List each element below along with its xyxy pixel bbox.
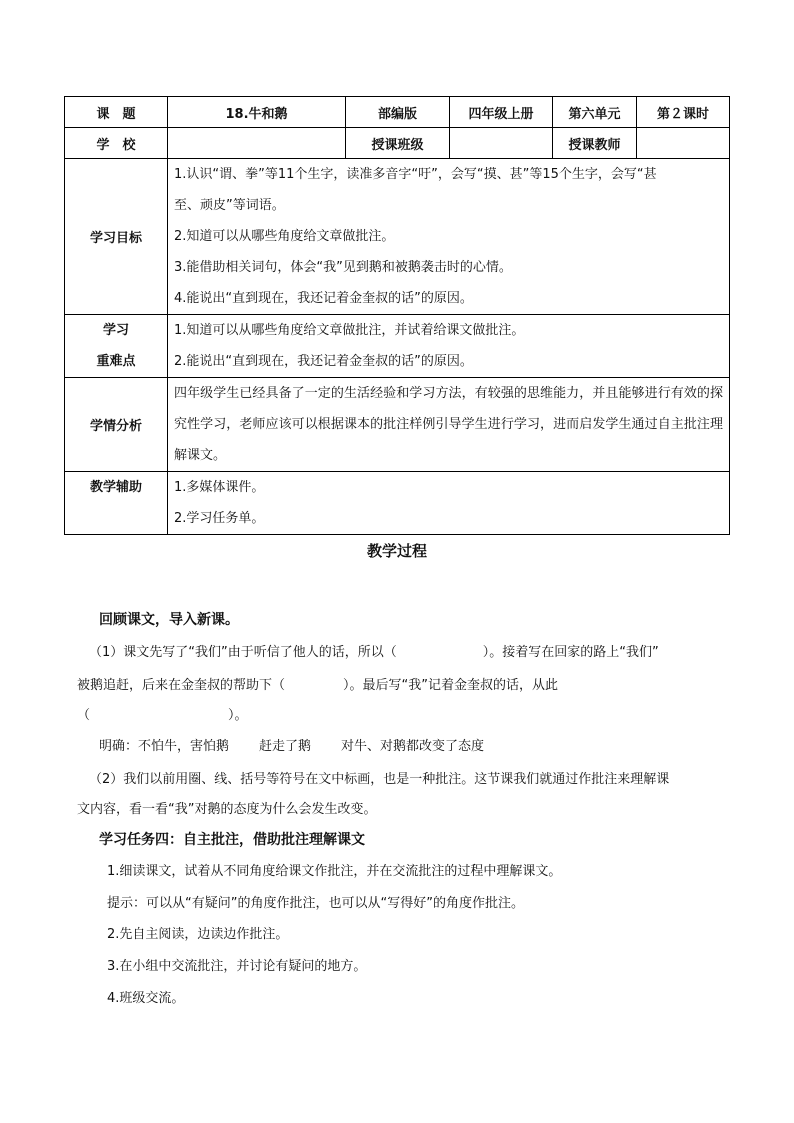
question-1-text-e: （ <box>77 708 91 723</box>
question-1-text-a: （1）课文先写了“我们”由于听信了他人的话，所以（ <box>89 645 397 660</box>
answer-1: 不怕牛，害怕鹅 <box>138 739 230 754</box>
analysis-row <box>65 378 730 472</box>
key-points-content <box>168 315 730 378</box>
grade: 四年级上册 <box>450 97 553 128</box>
goals-row <box>65 159 730 315</box>
school-row <box>65 128 730 159</box>
step-line: 1.细读课文，试着从不同角度给课文作批注，并在交流批注的过程中理解课文。 <box>107 864 562 879</box>
key-point-line: 2.能说出“直到现在，我还记着金奎叔的话”的原因。 <box>174 354 473 369</box>
label-teacher: 授课教师 <box>553 128 637 159</box>
key-point-line: 1.知道可以从哪些角度给文章做批注，并试着给课文做批注。 <box>174 323 525 338</box>
step-line: 2.先自主阅读，边读边作批注。 <box>107 927 289 942</box>
goal-line: 2.知道可以从哪些角度给文章做批注。 <box>174 229 395 244</box>
question-1-text-b: ）。接着写在回家的路上“我们” <box>482 645 659 660</box>
process-section <box>77 606 729 1014</box>
question-1-text-d: ）。最后写“我”记着金奎叔的话，从此 <box>343 678 558 693</box>
answer-line <box>77 731 729 763</box>
key-points-row <box>65 315 730 378</box>
label-topic: 课 题 <box>65 97 168 128</box>
goal-line: 4.能说出“直到现在，我还记着金奎叔的话”的原因。 <box>174 291 473 306</box>
key-points-label <box>65 315 168 378</box>
aid-line: 1.多媒体课件。 <box>174 480 265 495</box>
answer-2: 赶走了鹅 <box>259 739 312 754</box>
goals-label: 学习目标 <box>65 159 168 315</box>
aids-label: 教学辅助 <box>65 472 168 535</box>
analysis-content <box>168 378 730 472</box>
task-heading: 学习任务四：自主批注，借助批注理解课文 <box>99 832 365 848</box>
label-school: 学 校 <box>65 128 168 159</box>
unit: 第六单元 <box>553 97 637 128</box>
question-1-text-f: ）。 <box>228 708 248 723</box>
question-1-line-3 <box>77 701 729 731</box>
question-1-text-c: 被鹅追赶，后来在金奎叔的帮助下（ <box>77 678 286 693</box>
goal-line: 3.能借助相关词句，体会“我”见到鹅和被鹅袭击时的心情。 <box>174 260 512 275</box>
label-class: 授课班级 <box>346 128 450 159</box>
edition: 部编版 <box>346 97 450 128</box>
header-row <box>65 97 730 128</box>
review-heading: 回顾课文，导入新课。 <box>99 612 239 628</box>
answer-label: 明确： <box>99 739 139 754</box>
step-hint: 提示：可以从“有疑问”的角度作批注，也可以从“写得好”的角度作批注。 <box>107 896 524 911</box>
analysis-text: 四年级学生已经具备了一定的生活经验和学习方法，有较强的思维能力，并且能够进行有效的探究性学习，老师应该可以根据课本的批注样例引导学生进行学习，进而启发学生通过自主批注理解课文。 <box>174 386 723 463</box>
school-value <box>168 128 346 159</box>
analysis-label: 学情分析 <box>65 378 168 472</box>
question-1-line-2 <box>77 671 729 701</box>
class-value <box>450 128 553 159</box>
goals-content <box>168 159 730 315</box>
lesson-plan-table <box>64 96 730 535</box>
question-2-line-1: （2）我们以前用圈、线、括号等符号在文中标画，也是一种批注。这节课我们就通过作批注来理解课 <box>89 772 670 787</box>
key-points-label-line2: 重难点 <box>96 354 136 369</box>
question-2-line-2: 文内容，看一看“我”对鹅的态度为什么会发生改变。 <box>77 802 377 817</box>
step-line: 3.在小组中交流批注，并讨论有疑问的地方。 <box>107 959 367 974</box>
question-1-line-1 <box>77 635 729 671</box>
aids-row <box>65 472 730 535</box>
lesson-topic: 18.牛和鹅 <box>168 97 346 128</box>
key-points-label-line1: 学习 <box>102 323 129 338</box>
answer-3: 对牛、对鹅都改变了态度 <box>341 739 485 754</box>
period: 第２课时 <box>637 97 730 128</box>
teacher-value <box>637 128 730 159</box>
aid-line: 2.学习任务单。 <box>174 511 265 526</box>
goal-line: 至、顽皮”等词语。 <box>174 198 285 213</box>
step-line: 4.班级交流。 <box>107 991 185 1006</box>
aids-content <box>168 472 730 535</box>
goal-line: 1.认识“谓、拳”等11个生字，读准多音字“吁”，会写“摸、甚”等15个生字，会写“甚 <box>174 167 657 182</box>
process-title: 教学过程 <box>366 542 427 560</box>
